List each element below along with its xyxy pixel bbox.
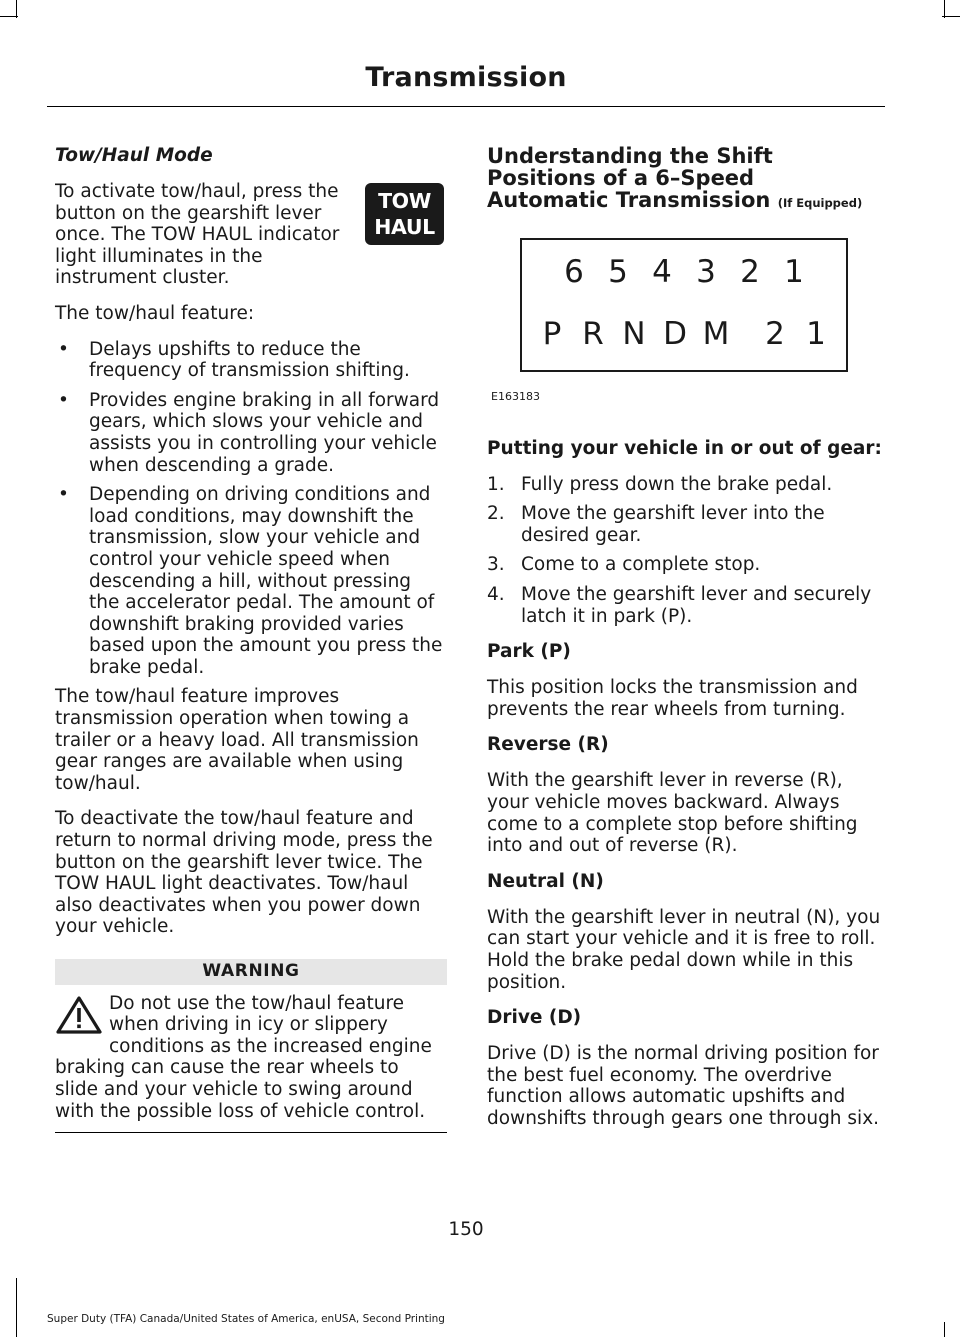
tow-haul-icon-line: TOW bbox=[378, 189, 431, 213]
list-item: • Delays upshifts to reduce the frequency of transmission shifting. bbox=[55, 339, 447, 382]
step-text: Move the gearshift lever and securely latch it in park (P). bbox=[521, 583, 872, 627]
warning-text: Do not use the tow/haul feature when driving in icy or slippery conditions as the increased engine braking can cause the rear wheels to slide and your vehicle to swing around with the possible loss of vehicle control. bbox=[55, 992, 432, 1122]
step-text: Fully press down the brake pedal. bbox=[521, 473, 833, 495]
gear-letter: M bbox=[702, 316, 730, 352]
crop-mark bbox=[944, 1322, 945, 1337]
park-heading: Park (P) bbox=[487, 641, 571, 663]
gear-letter: 1 bbox=[806, 316, 826, 352]
step-text: Move the gearshift lever into the desired gear. bbox=[521, 503, 825, 546]
gear-position-diagram bbox=[520, 238, 848, 372]
reverse-heading: Reverse (R) bbox=[487, 734, 609, 756]
gear-number: 6 bbox=[564, 254, 584, 290]
gear-letter: P bbox=[542, 316, 562, 352]
gear-number: 2 bbox=[740, 254, 760, 290]
gear-procedure-heading: Putting your vehicle in or out of gear: bbox=[487, 437, 882, 459]
tow-haul-icon-line: HAUL bbox=[374, 215, 435, 239]
tow-haul-icon bbox=[365, 183, 444, 245]
section-heading-note: (If Equipped) bbox=[777, 196, 863, 210]
step-number: 4. bbox=[487, 583, 505, 605]
list-item: • Provides engine braking in all forward gears, which slows your vehicle and assists you in controlling your vehicle when descending a grade. bbox=[55, 390, 447, 476]
gear-number: 1 bbox=[784, 254, 804, 290]
warning-box bbox=[55, 959, 447, 1133]
gear-letter: R bbox=[582, 316, 604, 352]
gear-number: 3 bbox=[696, 254, 716, 290]
neutral-text: With the gearshift lever in neutral (N), you can start your vehicle and it is free to roll. Hold the brake pedal down while in this position. bbox=[487, 906, 881, 993]
left-column bbox=[55, 145, 447, 1133]
page-title: Transmission bbox=[365, 62, 567, 93]
gear-number: 5 bbox=[608, 254, 628, 290]
list-item bbox=[487, 503, 882, 546]
crop-mark bbox=[942, 16, 960, 17]
park-text: This position locks the transmission and prevents the rear wheels from turning. bbox=[487, 677, 858, 720]
towhaul-intro-block bbox=[55, 181, 447, 289]
gear-letter: N bbox=[622, 316, 646, 352]
image-reference: E163183 bbox=[491, 390, 540, 403]
step-number: 3. bbox=[487, 554, 505, 576]
towhaul-heading: Tow/Haul Mode bbox=[55, 145, 213, 166]
list-item bbox=[487, 554, 882, 576]
warning-label: WARNING bbox=[55, 959, 447, 985]
neutral-heading: Neutral (N) bbox=[487, 870, 604, 892]
step-number: 1. bbox=[487, 473, 505, 495]
gear-row-numbers bbox=[522, 254, 846, 290]
warning-triangle-icon bbox=[55, 995, 103, 1035]
header-divider bbox=[47, 106, 885, 107]
reverse-text: With the gearshift lever in reverse (R), your vehicle moves backward. Always come to a complete stop before shifting into and out of reverse (R). bbox=[487, 770, 858, 857]
right-column bbox=[487, 145, 882, 1143]
feature-intro: The tow/haul feature: bbox=[55, 302, 255, 324]
page-number: 150 bbox=[448, 1219, 484, 1240]
warning-body bbox=[55, 993, 447, 1134]
gear-letter: 2 bbox=[765, 316, 785, 352]
section-heading bbox=[487, 145, 882, 214]
list-item bbox=[487, 584, 882, 627]
paragraph-improves: The tow/haul feature improves transmission operation when towing a trailer or a heavy load. All transmission gear ranges are available when using tow/haul. bbox=[55, 686, 419, 794]
crop-mark bbox=[16, 1278, 17, 1337]
crop-mark bbox=[0, 16, 18, 17]
towhaul-intro-text: To activate tow/haul, press the button on the gearshift lever once. The TOW HAUL indicator light illuminates in the instrument cluster. bbox=[55, 181, 340, 289]
step-number: 2. bbox=[487, 503, 505, 525]
gear-number: 4 bbox=[652, 254, 672, 290]
footer-text: Super Duty (TFA) Canada/United States of America, enUSA, Second Printing bbox=[47, 1313, 445, 1325]
drive-heading: Drive (D) bbox=[487, 1007, 582, 1029]
gear-letter: D bbox=[663, 316, 687, 352]
gear-procedure-steps bbox=[487, 474, 882, 628]
list-item: • Depending on driving conditions and load conditions, may downshift the transmission, slow your vehicle and control your vehicle speed when descending a hill, without pressing the accelerator pedal. The amount of downshift braking provided varies based upon the amount you press the brake pedal. bbox=[55, 484, 447, 678]
step-text: Come to a complete stop. bbox=[521, 554, 761, 576]
paragraph-deactivate: To deactivate the tow/haul feature and return to normal driving mode, press the button on the gearshift lever twice. The TOW HAUL light deactivates. Tow/haul also deactivates when you power down your vehicle. bbox=[55, 808, 433, 938]
list-item bbox=[487, 474, 882, 496]
feature-list bbox=[55, 339, 447, 679]
drive-text: Drive (D) is the normal driving position for the best fuel economy. The overdrive function allows automatic upshifts and downshifts through gears one through six. bbox=[487, 1043, 880, 1129]
section-heading-text: Understanding the Shift Positions of a 6–Speed Automatic Transmission bbox=[487, 144, 773, 212]
gear-row-letters bbox=[522, 316, 846, 352]
